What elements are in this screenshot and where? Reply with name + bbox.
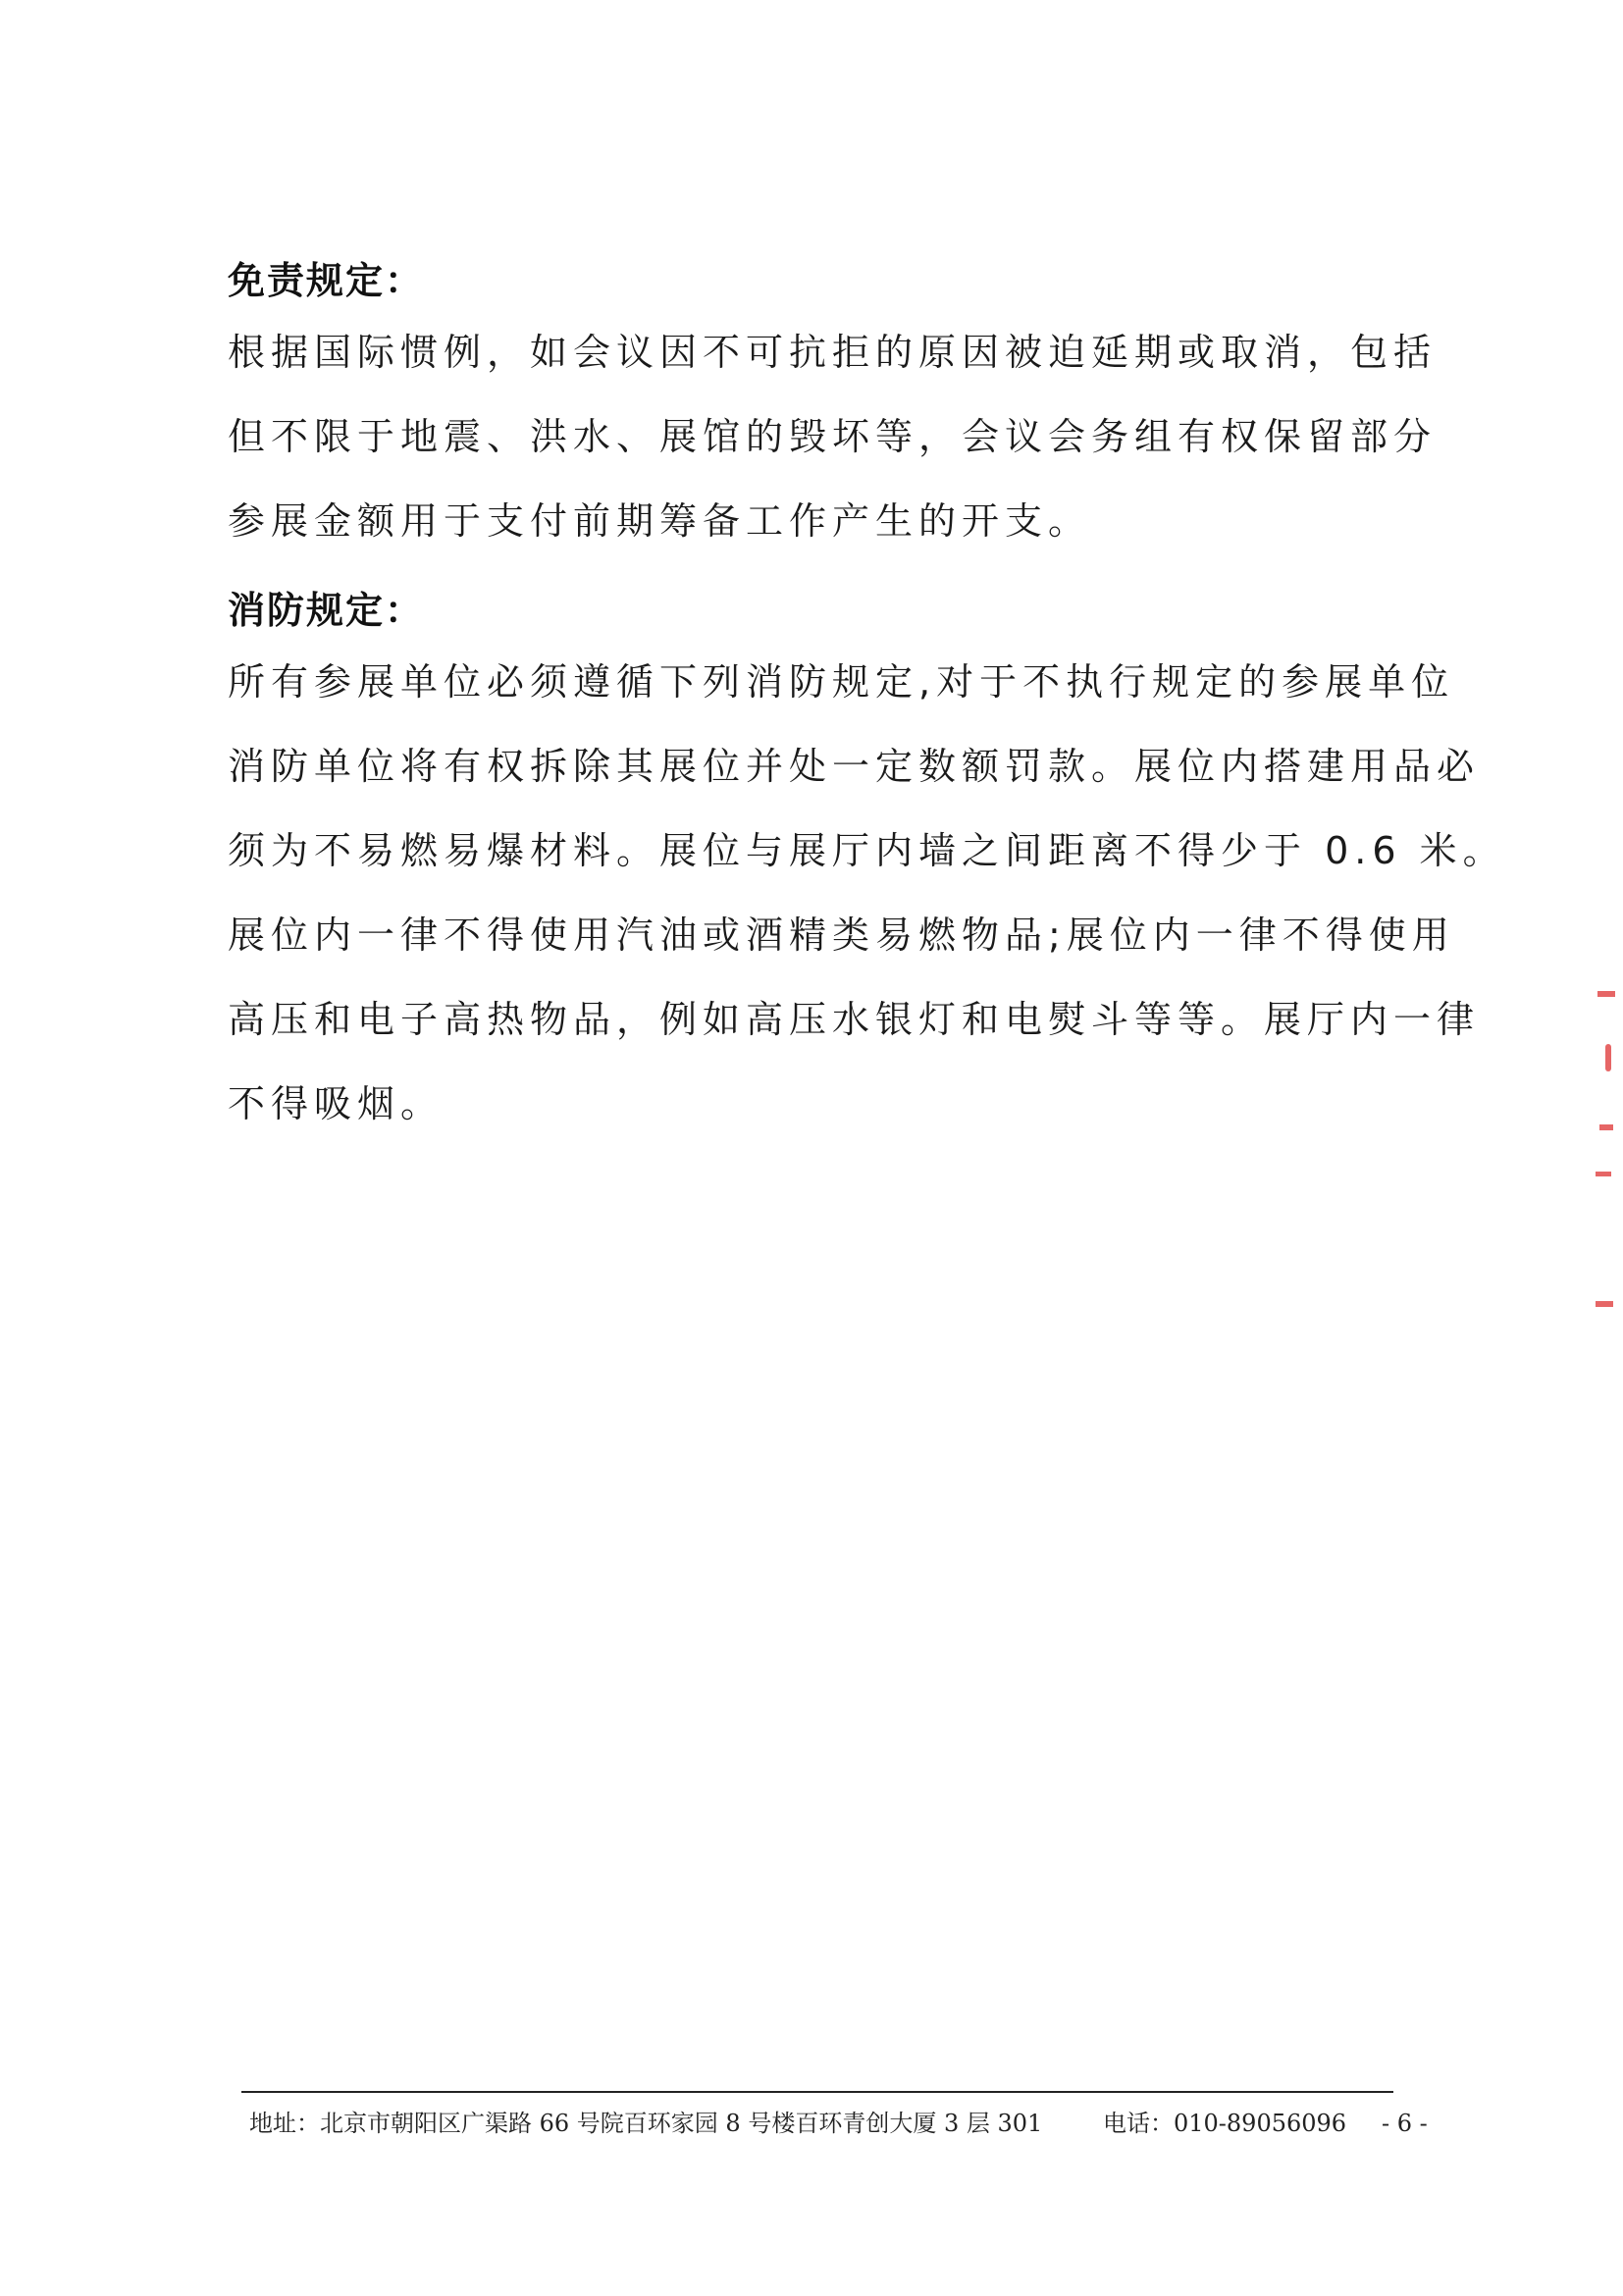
disclaimer-line: 参展金额用于支付前期筹备工作产生的开支。	[228, 499, 1092, 543]
disclaimer-line: 但不限于地震、洪水、展馆的毁坏等，会议会务组有权保留部分	[228, 415, 1438, 458]
footer-address: 地址：北京市朝阳区广渠路 66 号院百环家园 8 号楼百环青创大厦 3 层 301	[249, 2110, 1043, 2137]
seal-edge-marks	[1588, 991, 1623, 1315]
disclaimer-heading: 免责规定：	[228, 259, 425, 302]
page-number: - 6 -	[1382, 2110, 1428, 2137]
fire-safety-line: 高压和电子高热物品，例如高压水银灯和电熨斗等等。展厅内一律	[228, 998, 1481, 1041]
fire-safety-line: 不得吸烟。	[228, 1082, 445, 1125]
footer-divider	[241, 2091, 1393, 2093]
fire-safety-line: 展位内一律不得使用汽油或酒精类易燃物品;展位内一律不得使用	[228, 913, 1455, 957]
fire-safety-line: 消防单位将有权拆除其展位并处一定数额罚款。展位内搭建用品必	[228, 745, 1481, 788]
fire-safety-heading: 消防规定：	[228, 589, 425, 632]
fire-safety-line: 所有参展单位必须遵循下列消防规定,对于不执行规定的参展单位	[228, 660, 1455, 704]
fire-safety-section	[228, 581, 1506, 1146]
disclaimer-line: 根据国际惯例，如会议因不可抗拒的原因被迫延期或取消，包括	[228, 331, 1438, 374]
disclaimer-section	[228, 251, 1444, 563]
fire-safety-line: 须为不易燃易爆材料。展位与展厅内墙之间距离不得少于 0.6 米。	[228, 829, 1506, 872]
footer-phone: 电话：010-89056096	[1103, 2110, 1347, 2137]
